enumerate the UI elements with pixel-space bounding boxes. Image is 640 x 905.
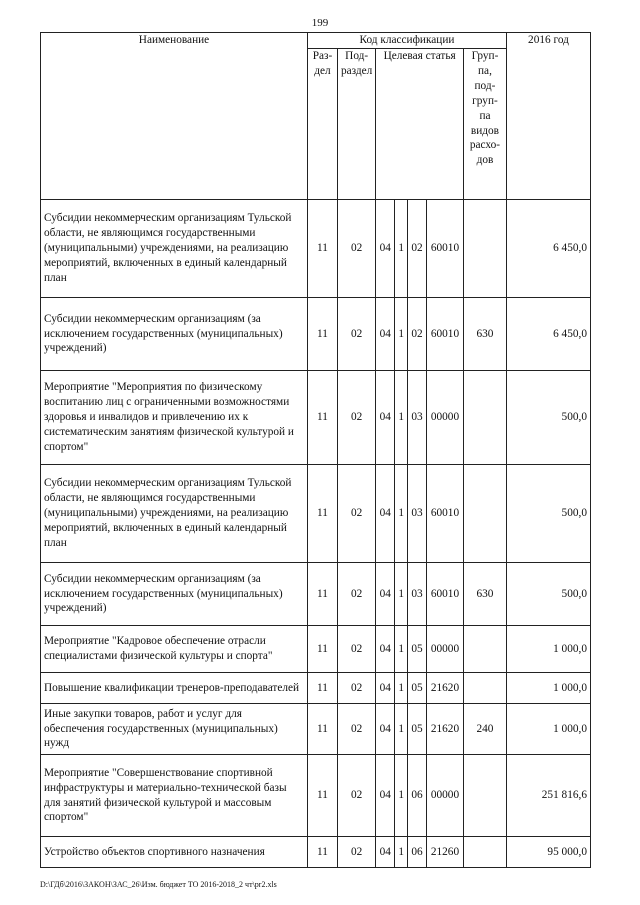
row-subsection: 02 xyxy=(338,200,376,298)
table-row xyxy=(41,465,591,563)
header-target-article: Целевая статья xyxy=(376,49,464,200)
row-target-activity: 06 xyxy=(407,755,426,837)
row-target-program: 04 xyxy=(376,673,395,704)
row-amount: 500,0 xyxy=(506,371,590,465)
row-target-activity: 03 xyxy=(407,371,426,465)
header-name: Наименование xyxy=(41,33,308,200)
row-target-direction: 00000 xyxy=(426,626,463,673)
row-target-subprogram: 1 xyxy=(395,626,408,673)
row-amount: 1 000,0 xyxy=(506,626,590,673)
row-section: 11 xyxy=(308,837,338,868)
row-target-direction: 21260 xyxy=(426,837,463,868)
table-row xyxy=(41,755,591,837)
row-target-program: 04 xyxy=(376,563,395,626)
row-expense-group: 630 xyxy=(463,563,506,626)
row-section: 11 xyxy=(308,626,338,673)
row-target-direction: 21620 xyxy=(426,673,463,704)
row-section: 11 xyxy=(308,563,338,626)
row-amount: 251 816,6 xyxy=(506,755,590,837)
row-name: Повышение квалификации тренеров-преподавателей xyxy=(41,673,308,704)
page-number: 199 xyxy=(311,17,329,29)
row-expense-group: 630 xyxy=(463,298,506,371)
row-target-program: 04 xyxy=(376,298,395,371)
row-section: 11 xyxy=(308,200,338,298)
header-classification: Код классификации xyxy=(308,33,507,49)
row-target-direction: 00000 xyxy=(426,755,463,837)
header-expense-group: Груп-па, под-груп-па видов расхо-дов xyxy=(463,49,506,200)
row-target-direction: 60010 xyxy=(426,200,463,298)
row-target-activity: 06 xyxy=(407,837,426,868)
row-target-subprogram: 1 xyxy=(395,563,408,626)
row-section: 11 xyxy=(308,465,338,563)
row-target-program: 04 xyxy=(376,465,395,563)
row-amount: 500,0 xyxy=(506,465,590,563)
row-expense-group: 240 xyxy=(463,704,506,755)
row-name: Мероприятие "Кадровое обеспечение отрасли специалистами физической культуры и спорта" xyxy=(41,626,308,673)
row-name: Субсидии некоммерческим организациям (за исключением государственных (муниципальных) учреждений) xyxy=(41,298,308,371)
row-target-program: 04 xyxy=(376,626,395,673)
row-target-subprogram: 1 xyxy=(395,465,408,563)
row-subsection: 02 xyxy=(338,837,376,868)
row-amount: 1 000,0 xyxy=(506,673,590,704)
row-target-subprogram: 1 xyxy=(395,298,408,371)
row-target-subprogram: 1 xyxy=(395,837,408,868)
row-subsection: 02 xyxy=(338,626,376,673)
row-name: Субсидии некоммерческим организациям (за исключением государственных (муниципальных) учреждений) xyxy=(41,563,308,626)
header-section: Раз-дел xyxy=(308,49,338,200)
row-target-subprogram: 1 xyxy=(395,673,408,704)
row-target-program: 04 xyxy=(376,755,395,837)
row-subsection: 02 xyxy=(338,755,376,837)
table-row xyxy=(41,673,591,704)
table-row xyxy=(41,298,591,371)
row-name: Субсидии некоммерческим организациям Тульской области, не являющимся государственными (муниципальными) учреждениями, на реализацию мероприятий, включенных в единый календарный план xyxy=(41,200,308,298)
row-subsection: 02 xyxy=(338,673,376,704)
table-row xyxy=(41,704,591,755)
row-target-activity: 02 xyxy=(407,200,426,298)
row-expense-group xyxy=(463,371,506,465)
row-target-activity: 03 xyxy=(407,465,426,563)
row-amount: 6 450,0 xyxy=(506,200,590,298)
row-amount: 95 000,0 xyxy=(506,837,590,868)
table-row xyxy=(41,371,591,465)
row-subsection: 02 xyxy=(338,465,376,563)
row-expense-group xyxy=(463,465,506,563)
row-amount: 1 000,0 xyxy=(506,704,590,755)
row-target-activity: 05 xyxy=(407,673,426,704)
row-amount: 500,0 xyxy=(506,563,590,626)
row-name: Субсидии некоммерческим организациям Тульской области, не являющимся государственными (муниципальными) учреждениями, на реализацию мероприятий, включенных в единый календарный план xyxy=(41,465,308,563)
row-target-direction: 21620 xyxy=(426,704,463,755)
table-row xyxy=(41,563,591,626)
row-target-subprogram: 1 xyxy=(395,704,408,755)
row-name: Мероприятие "Мероприятия по физическому воспитанию лиц с ограниченными возможностями здоровья и инвалидов и привлечению их к систематическим занятиям физической культурой и спортом" xyxy=(41,371,308,465)
row-target-activity: 03 xyxy=(407,563,426,626)
row-target-activity: 05 xyxy=(407,704,426,755)
row-target-program: 04 xyxy=(376,837,395,868)
row-subsection: 02 xyxy=(338,704,376,755)
row-expense-group xyxy=(463,626,506,673)
row-section: 11 xyxy=(308,673,338,704)
file-path-footer: D:\ГДб\2016\ЗАКОН\ЗАС_26\Изм. бюджет ТО 2016-2018_2 чт\pr2.xls xyxy=(40,880,277,889)
row-subsection: 02 xyxy=(338,563,376,626)
row-expense-group xyxy=(463,837,506,868)
row-target-direction: 00000 xyxy=(426,371,463,465)
row-section: 11 xyxy=(308,755,338,837)
row-name: Иные закупки товаров, работ и услуг для обеспечения государственных (муниципальных) нужд xyxy=(41,704,308,755)
row-target-activity: 02 xyxy=(407,298,426,371)
row-target-direction: 60010 xyxy=(426,465,463,563)
row-target-subprogram: 1 xyxy=(395,200,408,298)
row-name: Мероприятие "Совершенствование спортивной инфраструктуры и материально-технической базы для занятий физической культурой и массовым спортом" xyxy=(41,755,308,837)
row-target-subprogram: 1 xyxy=(395,371,408,465)
row-amount: 6 450,0 xyxy=(506,298,590,371)
row-target-activity: 05 xyxy=(407,626,426,673)
table-row xyxy=(41,200,591,298)
row-expense-group xyxy=(463,673,506,704)
row-subsection: 02 xyxy=(338,371,376,465)
budget-table xyxy=(40,32,591,868)
row-subsection: 02 xyxy=(338,298,376,371)
row-section: 11 xyxy=(308,704,338,755)
row-target-program: 04 xyxy=(376,371,395,465)
row-expense-group xyxy=(463,200,506,298)
row-target-program: 04 xyxy=(376,704,395,755)
table-row xyxy=(41,837,591,868)
row-target-program: 04 xyxy=(376,200,395,298)
row-target-subprogram: 1 xyxy=(395,755,408,837)
row-section: 11 xyxy=(308,371,338,465)
row-target-direction: 60010 xyxy=(426,298,463,371)
header-subsection: Под-раздел xyxy=(338,49,376,200)
table-row xyxy=(41,626,591,673)
header-year: 2016 год xyxy=(506,33,590,200)
row-section: 11 xyxy=(308,298,338,371)
row-expense-group xyxy=(463,755,506,837)
row-name: Устройство объектов спортивного назначения xyxy=(41,837,308,868)
row-target-direction: 60010 xyxy=(426,563,463,626)
